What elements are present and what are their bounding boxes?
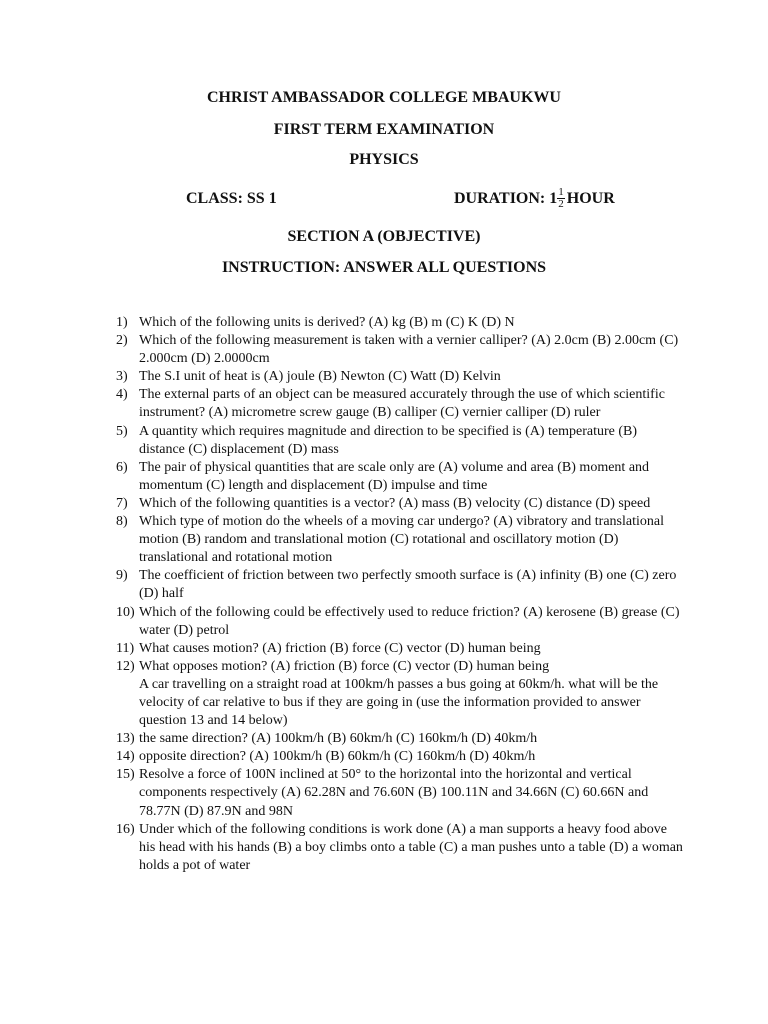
question-item [116,386,686,422]
question-text: Which type of motion do the wheels of a moving car undergo? (A) vibratory and translational motion (B) random and translational motion (C) rotational and oscillatory motion (D) translational and rotational motion [139,514,664,566]
instruction: INSTRUCTION: ANSWER ALL QUESTIONS [221,259,547,276]
question-number: 15) [116,767,135,783]
question-number: 1) [116,315,128,330]
question-text: The S.I unit of heat is (A) joule (B) Newton (C) Watt (D) Kelvin [139,369,501,385]
question-item [116,332,686,368]
question-item [116,567,686,603]
school-name: CHRIST AMBASSADOR COLLEGE MBAUKWU [207,89,561,106]
question-item [116,459,686,495]
question-number: 8) [116,514,128,530]
question-number: 13) [116,731,135,747]
question-number: 10) [116,604,135,620]
question-item [116,730,686,748]
question-item [116,821,686,875]
subject-title: PHYSICS [349,151,419,168]
question-item [116,513,686,567]
section-title: SECTION A (OBJECTIVE) [287,228,481,245]
question-text: A quantity which requires magnitude and direction to be specified is (A) temperature (B) distance (C) displacement (D) mass [139,423,638,457]
question-item [116,495,686,513]
question-item [116,640,686,658]
question-text: the same direction? (A) 100km/h (B) 60km/h (C) 160km/h (D) 40km/h [139,731,538,747]
question-number: 7) [116,495,128,511]
passage-text: A car travelling on a straight road at 100km/h passes a bus going at 60km/h. what will be the velocity of car relative to bus if they are going in (use the information provided to answer question 13 and 14 below) [139,676,659,729]
class-duration-line [186,187,646,215]
question-text: Which of the following measurement is taken with a vernier calliper? (A) 2.0cm (B) 2.00cm (C) 2.000cm (D) 2.0000cm [139,333,679,367]
question-number: 3) [116,369,128,385]
question-item [116,423,686,459]
question-item [116,748,686,766]
question-text: Which of the following could be effectively used to reduce friction? (A) kerosene (B) grease (C) water (D) petrol [139,604,680,638]
question-number: 2) [116,333,128,349]
class-label: CLASS: SS 1 [186,190,277,207]
exam-title: FIRST TERM EXAMINATION [273,121,495,138]
question-list [116,314,686,875]
duration [454,187,615,210]
question-text: The coefficient of friction between two perfectly smooth surface is (A) infinity (B) one (C) zero (D) half [139,568,677,602]
question-number: 4) [116,387,128,403]
fraction-denominator: 2 [558,198,564,210]
question-text: The external parts of an object can be measured accurately through the use of which scientific instrument? (A) micrometre screw gauge (B) calliper (C) vernier calliper (D) ruler [139,387,665,421]
question-text: Which of the following units is derived? (A) kg (B) m (C) K (D) N [139,315,515,330]
question-item [116,314,686,332]
duration-unit: HOUR [566,189,615,207]
question-text: The pair of physical quantities that are scale only are (A) volume and area (B) moment and momentum (C) length and displacement (D) impulse and time [139,459,650,493]
question-item [116,604,686,640]
question-text: opposite direction? (A) 100km/h (B) 60km/h (C) 160km/h (D) 40km/h [139,749,536,765]
question-number: 16) [116,821,135,837]
duration-fraction [557,187,565,210]
question-text: Which of the following quantities is a vector? (A) mass (B) velocity (C) distance (D) speed [139,495,651,511]
question-item [116,368,686,386]
duration-label: DURATION: 1 [454,189,558,207]
question-number: 11) [116,640,135,656]
question-number: 6) [116,459,128,475]
fraction-numerator: 1 [558,186,564,198]
question-text: What opposes motion? (A) friction (B) force (C) vector (D) human being [139,658,550,674]
question-number: 12) [116,658,135,674]
question-item [116,766,686,820]
question-number: 5) [116,423,128,439]
question-number: 9) [116,568,128,584]
question-item [116,658,686,676]
question-text: Resolve a force of 100N inclined at 50° to the horizontal into the horizontal and vertical components respectively (A) 62.28N and 76.60N (B) 100.11N and 34.66N (C) 60.66N and 78.77N (D) 87.9N and 98N [139,767,649,819]
question-text: What causes motion? (A) friction (B) force (C) vector (D) human being [139,640,541,656]
question-text: Under which of the following conditions is work done (A) a man supports a heavy food above his head with his hands (B) a boy climbs onto a table (C) a man pushes unto a table (D) a woman holds a pot of water [139,821,683,873]
question-number: 14) [116,749,135,765]
